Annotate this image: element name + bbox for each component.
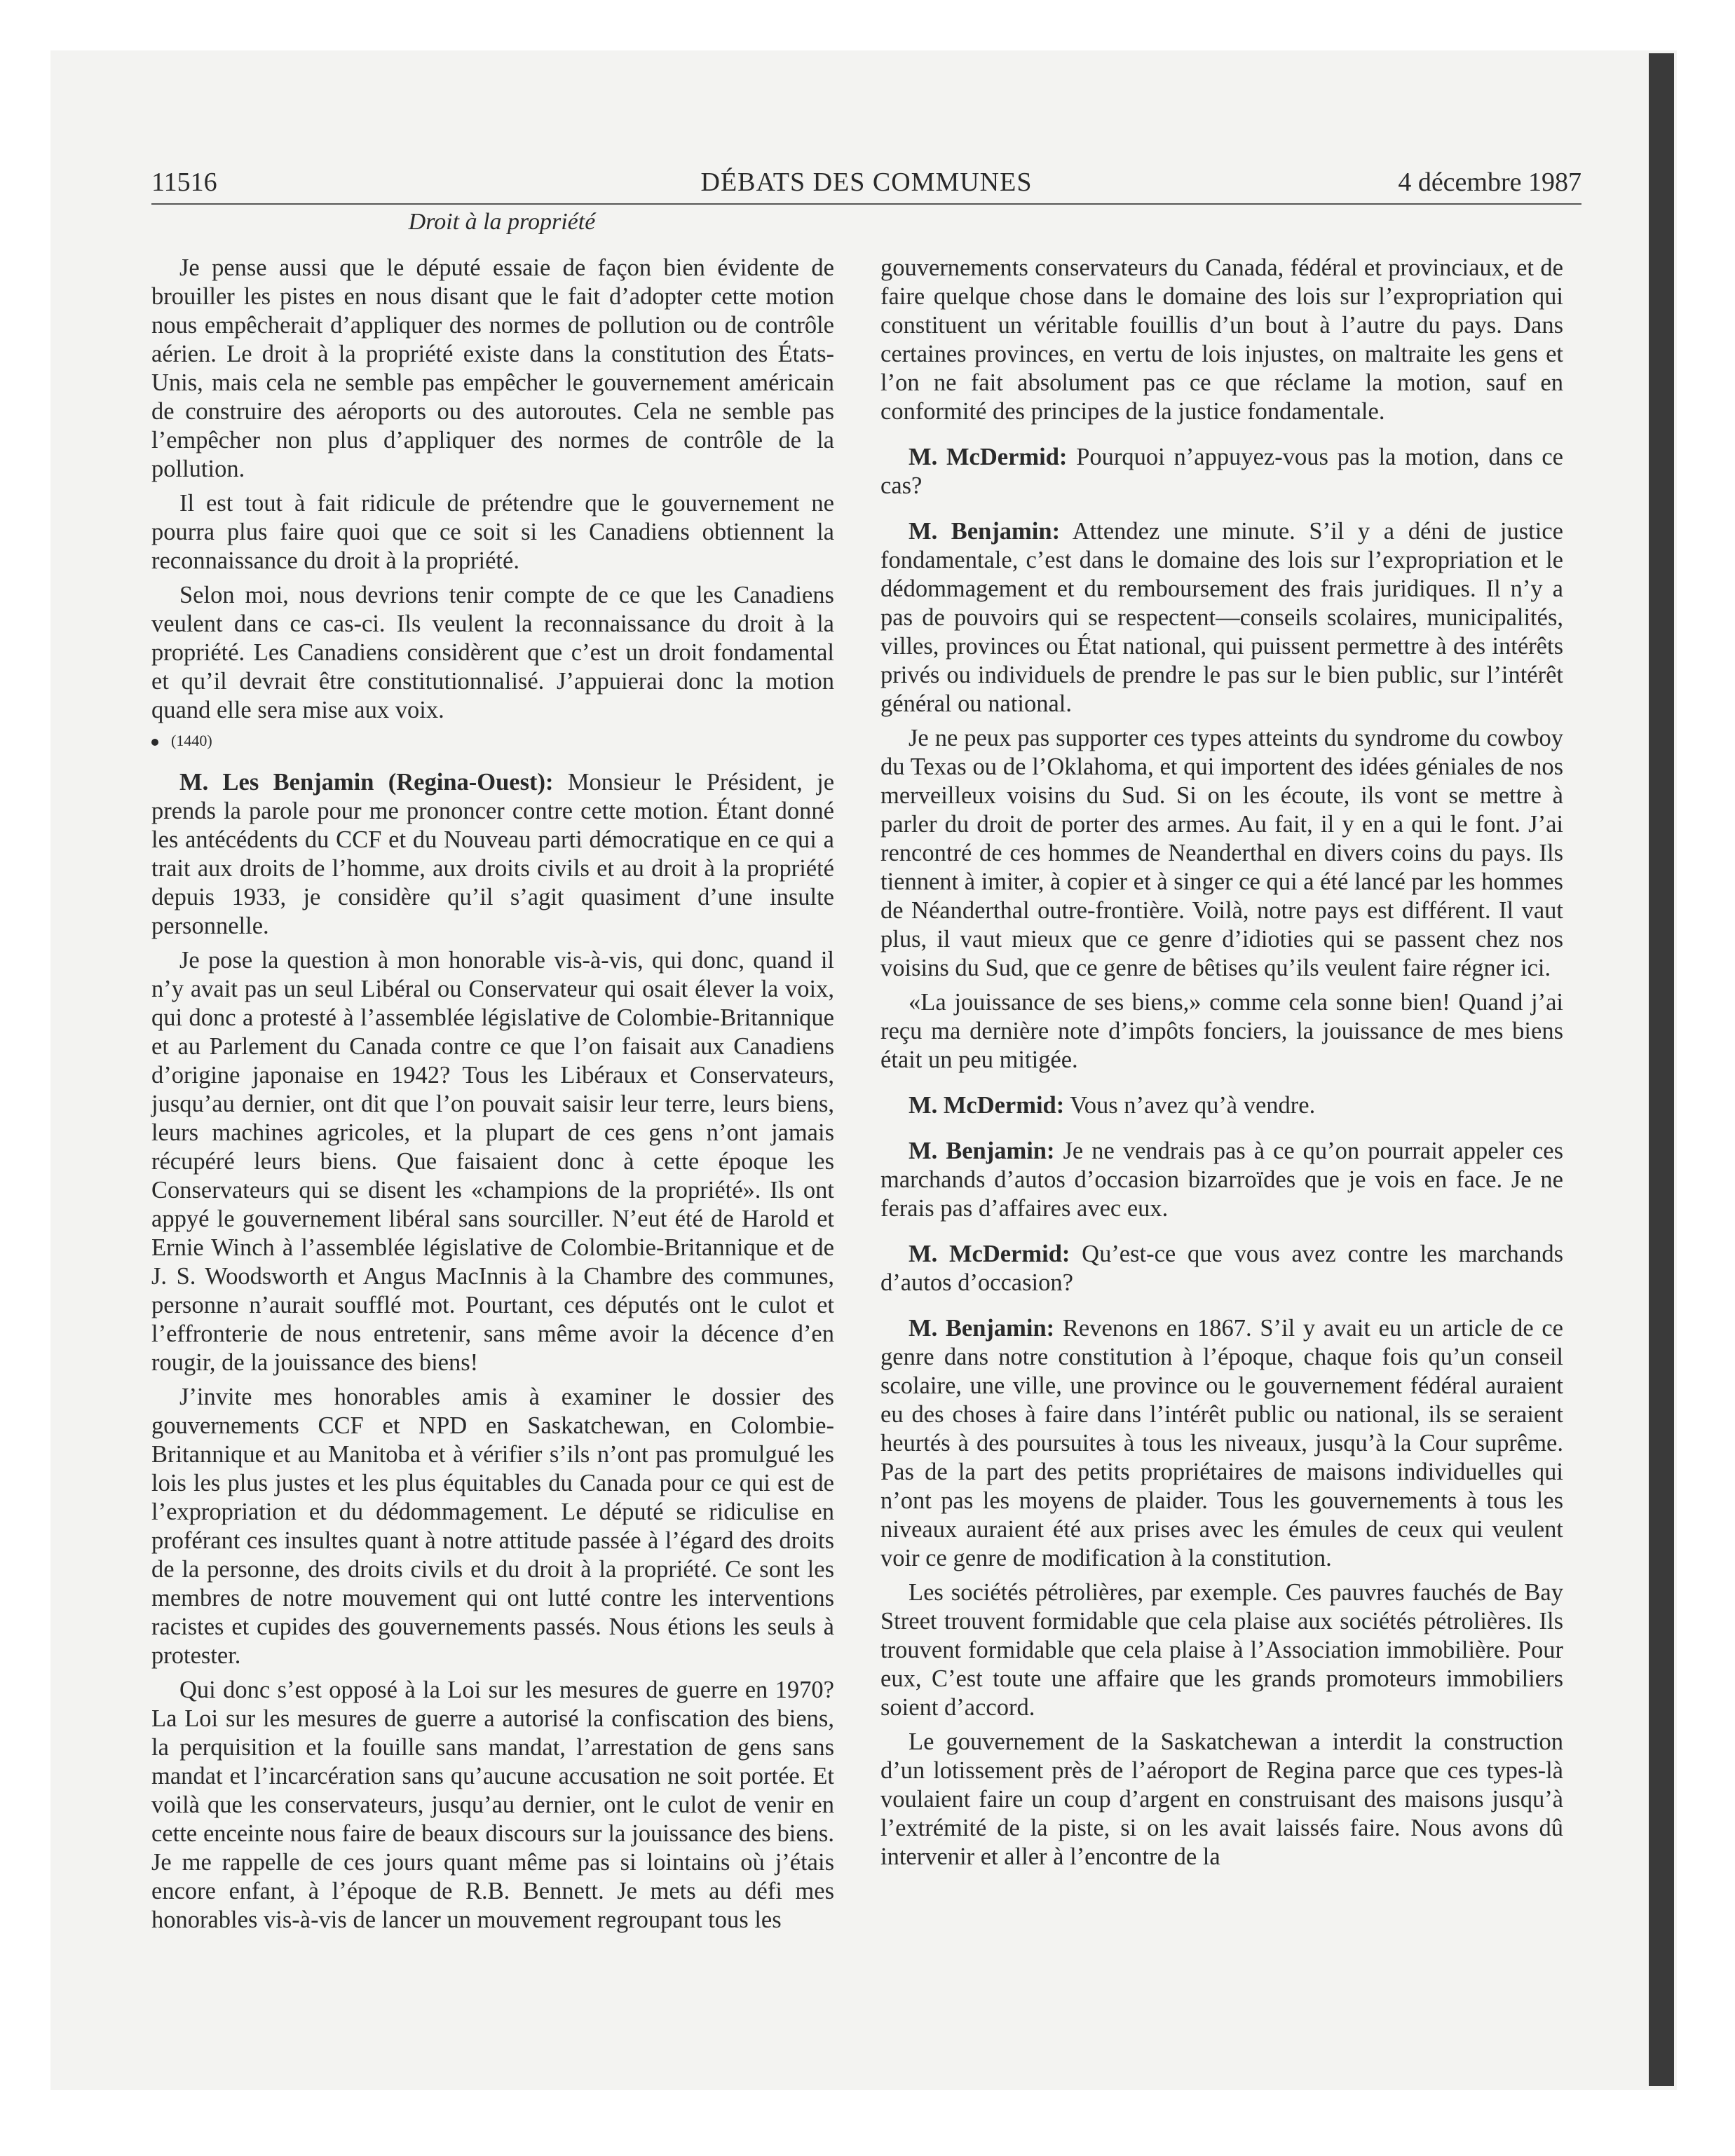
paragraph-text: Monsieur le Président, je prends la parole pour me prononcer contre cette motion. Étant donné les antécédents du CCF et du Nouveau parti démocratique en ce qui a trait aux droits de l’homme, aux droits civils et au droit à la propriété depuis 1933, je considère qu’il s’agit quasiment d’une insulte personnelle. bbox=[151, 769, 835, 939]
paragraph bbox=[151, 1676, 834, 1935]
paragraph-text: Qu’est-ce que vous avez contre les marchands d’autos d’occasion? bbox=[880, 1241, 1564, 1296]
paragraph bbox=[151, 1383, 834, 1670]
paragraph bbox=[880, 1728, 1563, 1871]
header-rule bbox=[151, 203, 1581, 205]
speech-paragraph bbox=[880, 1314, 1563, 1573]
paragraph-text: Je pose la question à mon honorable vis-à-vis, qui donc, quand il n’y avait pas un seul Libéral ou Conservateur qui osait élever la voix, qui donc a protesté à l’assemblée législative de Colombie-Britannique et au Parlement du Canada contre ce que l’on faisait aux Canadiens d’origine japonaise en 1942? Tous les Libéraux et Conservateurs, jusqu’au dernier, ont dit que l’on pouvait saisir leur terre, leurs biens, leurs machines agricoles, et la plupart de ces gens n’ont jamais récupéré leurs biens. Que faisaient donc à cette époque les Conservateurs qui se disent les «champions de la propriété». Ils ont appyé le gouvernement libéral sans sourciller. N’eut été de Harold et Ernie Winch à l’assemblée législative de Colombie-Britannique et de J. S. Woodsworth et Angus MacInnis à la Chambre des communes, personne n’aurait soufflé mot. Pourtant, ces députés ont le culot et l’effronterie de nous entretenir, sans même avoir la décence d’en rougir, de la jouissance des biens! bbox=[151, 947, 834, 1376]
paragraph bbox=[151, 946, 834, 1377]
paragraph bbox=[880, 988, 1563, 1074]
bullet-icon bbox=[151, 739, 158, 746]
scan-edge-bar bbox=[1649, 53, 1674, 2086]
paragraph bbox=[151, 489, 834, 575]
page-number: 11516 bbox=[151, 168, 217, 197]
speech-paragraph bbox=[880, 1240, 1563, 1297]
paragraph-text: Je pense aussi que le député essaie de façon bien évidente de brouiller les pistes en nous disant que le fait d’adopter cette motion nous empêcherait d’appliquer des normes de pollution ou de contrôle aérien. Le droit à la propriété existe dans la constitution des États-Unis, mais cela ne semble pas empêcher le gouvernement américain de construire des aéroports ou des autoroutes. Cela ne semble pas l’empêcher non plus d’appliquer des normes de contrôle de la pollution. bbox=[151, 254, 834, 482]
paragraph bbox=[151, 581, 834, 725]
speaker-name: M. Benjamin: bbox=[909, 1138, 1055, 1164]
speech-paragraph bbox=[880, 1091, 1563, 1120]
paragraph bbox=[880, 1578, 1563, 1722]
paragraph-text: gouvernements conservateurs du Canada, fédéral et provinciaux, et de faire quelque chose dans le domaine des lois sur l’expropriation qui constituent un véritable fouillis d’un bout à l’autre du pays. Dans certaines provinces, en vertu de lois injustes, on maltraite les gens et l’on ne fait absolument pas ce que réclame la motion, sauf en conformité des principes de la justice fondamentale. bbox=[880, 254, 1563, 425]
speaker-name: M. Benjamin: bbox=[909, 518, 1061, 545]
paragraph-text: Qui donc s’est opposé à la Loi sur les mesures de guerre en 1970? La Loi sur les mesures de guerre a autorisé la confiscation des biens, la perquisition et la fouille sans mandat, l’arrestation de gens sans mandat et l’incarcération sans qu’aucune accusation ne soit portée. Et voilà que les conservateurs, jusqu’au dernier, ont le culot de venir en cette enceinte nous faire de beaux discours sur la jouissance des biens. Je me rappelle de ces jours quant même pas si lointains où j’étais encore enfant, à l’époque de R.B. Bennett. Je mets au défi mes honorables vis-à-vis de lancer un mouvement regroupant tous les bbox=[151, 1677, 834, 1933]
speaker-name: M. Benjamin: bbox=[909, 1315, 1055, 1342]
paragraph-text: Je ne vendrais pas à ce qu’on pourrait appeler ces marchands d’autos d’occasion bizarroïdes que je vois en face. Je ne ferais pas d’affaires avec eux. bbox=[880, 1138, 1563, 1222]
time-marker-text: (1440) bbox=[171, 732, 212, 749]
speech-paragraph bbox=[880, 443, 1563, 500]
paragraph-continued bbox=[880, 254, 1563, 426]
page-header bbox=[151, 167, 1581, 203]
paragraph-text: Selon moi, nous devrions tenir compte de ce que les Canadiens veulent dans ce cas-ci. Ils veulent la reconnaissance du droit à la propriété. Les Canadiens considèrent que c’est un droit fondamental et qu’il devrait être constitutionnalisé. J’appuierai donc la motion quand elle sera mise aux voix. bbox=[151, 582, 834, 723]
paragraph-text: Vous n’avez qu’à vendre. bbox=[1070, 1092, 1316, 1119]
speaker-name: M. McDermid: bbox=[909, 1241, 1070, 1267]
speaker-name: M. McDermid: bbox=[909, 1092, 1065, 1119]
paragraph-text: Pourquoi n’appuyez-vous pas la motion, dans ce cas? bbox=[880, 444, 1563, 499]
paragraph-text: J’invite mes honorables amis à examiner le dossier des gouvernements CCF et NPD en Saskatchewan, en Colombie-Britannique et au Manitoba et à vérifier s’ils n’ont pas promulgué les lois les plus justes et les plus équitables du Canada pour ce qui est de l’expropriation et du dédommagement. Le député se ridiculise en proférant ces insultes quant à notre attitude passée à l’égard des droits de la personne, des droits civils et du droit à la propriété. Ce sont les membres de notre mouvement qui ont lutté contre les interventions racistes et cupides des gouvernements passés. Nous étions les seuls à protester. bbox=[151, 1384, 834, 1669]
paragraph-text: Les sociétés pétrolières, par exemple. Ces pauvres fauchés de Bay Street trouvent formidable que cela plaise aux sociétés pétrolières. Ils trouvent formidable que cela plaise à l’Association immobilière. Pour eux, C’est toute une affaire que les grands promoteurs immobiliers soient d’accord. bbox=[880, 1579, 1563, 1721]
speech-paragraph bbox=[880, 1137, 1563, 1223]
left-column bbox=[151, 254, 834, 1940]
speaker-name: M. Les Benjamin (Regina-Ouest): bbox=[179, 769, 554, 796]
publication-title: DÉBATS DES COMMUNES bbox=[700, 168, 1033, 197]
paragraph bbox=[151, 254, 834, 484]
paragraph-text: «La jouissance de ses biens,» comme cela sonne bien! Quand j’ai reçu ma dernière note d’impôts fonciers, la jouissance de mes biens était un peu mitigée. bbox=[880, 989, 1563, 1073]
time-marker bbox=[151, 730, 834, 751]
speech-paragraph bbox=[151, 768, 834, 941]
paragraph bbox=[880, 724, 1563, 983]
paragraph-text: Le gouvernement de la Saskatchewan a interdit la construction d’un lotissement près de l’aéroport de Regina parce que ces types-là voulaient faire un coup d’argent en construisant des maisons jusqu’à l’extrémité de la piste, si on les avait laissés faire. Nous avons dû intervenir et aller à l’encontre de la bbox=[880, 1728, 1563, 1870]
paragraph-text: Revenons en 1867. S’il y avait eu un article de ce genre dans notre constitution à l’époque, chaque fois qu’un conseil scolaire, une ville, une province ou le gouvernement fédéral auraient eu des choses à faire dans l’intérêt public ou national, ils se seraient heurtés à des poursuites à tous les niveaux, jusqu’à la Cour suprême. Pas de la part des petits propriétaires de maisons individuelles qui n’ont pas les moyens de plaider. Tous les gouvernements à tous les niveaux auraient été aux prises avec les émules de ceux qui veulent voir ce genre de modification à la constitution. bbox=[880, 1315, 1563, 1571]
publication-date: 4 décembre 1987 bbox=[1398, 168, 1581, 197]
speaker-name: M. McDermid: bbox=[909, 444, 1068, 470]
speech-paragraph bbox=[880, 517, 1563, 718]
paragraph-text: Je ne peux pas supporter ces types atteints du syndrome du cowboy du Texas ou de l’Oklahoma, et qui importent des idées géniales de nos merveilleux voisins du Sud. Si on les écoute, ils vont se mettre à parler du droit de porter des armes. Au fait, il y en a qui le font. J’ai rencontré de ces hommes de Neanderthal en divers coins du pays. Ils tiennent à imiter, à copier et à singer ce qui a été lancé par les hommes de Néanderthal outre-frontière. Voilà, notre pays est différent. Il vaut plus, il vaut mieux que ce genre d’idioties qui se passent chez nos voisins du Sud, que ce genre de bêtises qu’ils veulent faire régner ici. bbox=[880, 725, 1563, 981]
paragraph-text: Il est tout à fait ridicule de prétendre que le gouvernement ne pourra plus faire quoi que ce soit si les Canadiens obtiennent la reconnaissance du droit à la propriété. bbox=[151, 490, 834, 574]
subject-heading: Droit à la propriété bbox=[408, 209, 596, 235]
paragraph-text: Attendez une minute. S’il y a déni de justice fondamentale, c’est dans le domaine des lois sur l’expropriation et le dédommagement et du remboursement des frais juridiques. Il n’y a pas de pouvoirs qui se respectent—conseils scolaires, municipalités, villes, provinces ou État national, qui puissent permettre à des intérêts privés ou individuels de prendre le pas sur le bien public, sur l’intérêt général ou national. bbox=[880, 518, 1563, 717]
right-column bbox=[880, 254, 1563, 1877]
